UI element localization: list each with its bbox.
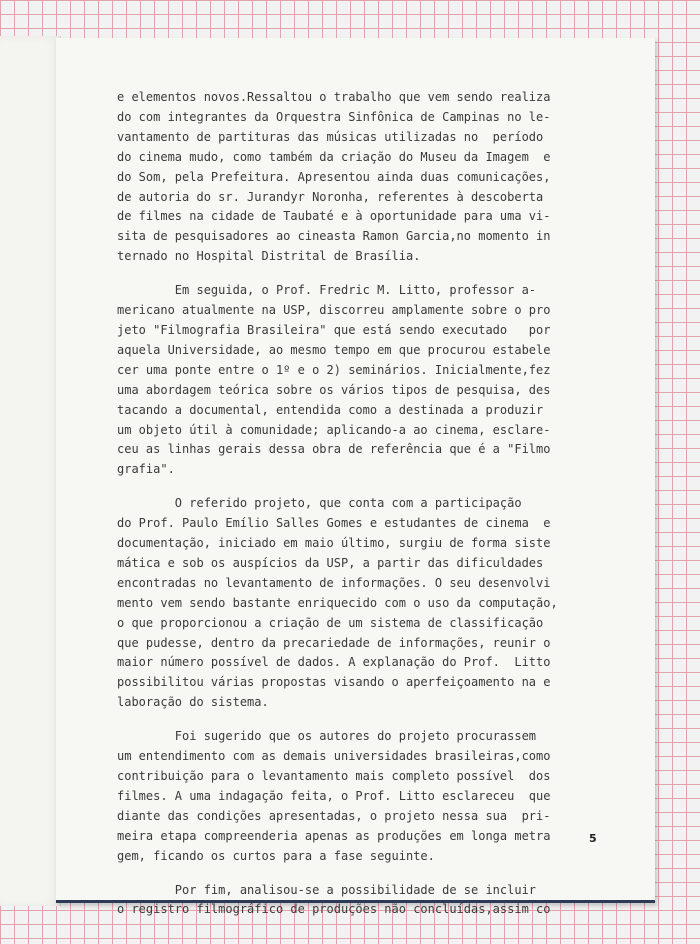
text-line: documentação, iniciado em maio último, surgiu de forma siste: [117, 536, 551, 551]
text-line: mática e sob os auspícios da USP, a partir das dificuldades: [117, 555, 544, 570]
text-line: e elementos novos.Ressaltou o trabalho que vem sendo realiza: [117, 90, 551, 104]
text-line: cer uma ponte entre o 1º e o 2) seminários. Inicialmente,fez: [117, 362, 551, 377]
text-line: ceu as linhas gerais dessa obra de referência que é a "Filmo: [117, 442, 551, 457]
text-line: maior número possível de dados. A explanação do Prof. Litto: [117, 655, 551, 670]
text-line: que pudesse, dentro da precariedade de informações, reunir o: [117, 635, 551, 650]
text-line: um entendimento com as demais universidades brasileiras,como: [117, 749, 551, 764]
text-line: mericano atualmente na USP, discorreu amplamente sobre o pro: [117, 303, 551, 318]
text-line: do Prof. Paulo Emílio Salles Gomes e estudantes de cinema e: [117, 516, 551, 531]
left-facing-page: [0, 36, 61, 906]
paragraph-3: [117, 494, 567, 713]
page-number: 5: [589, 832, 597, 845]
text-line: mento vem sendo bastante enriquecido com o uso da computação,: [117, 595, 558, 610]
text-line: contribuição para o levantamento mais completo possível dos: [117, 769, 551, 783]
text-line: grafia".: [117, 462, 175, 477]
text-line: de filmes na cidade de Taubaté e à oportunidade para uma vi-: [117, 209, 551, 224]
text-line: sita de pesquisadores ao cineasta Ramon Garcia,no momento in: [117, 229, 551, 244]
text-line: meira etapa compreenderia apenas as produções em longa metra: [117, 828, 551, 843]
paragraph-1: [117, 88, 567, 267]
text-line: O referido projeto, que conta com a participação: [117, 496, 522, 511]
text-line: gem, ficando os curtos para a fase seguinte.: [117, 848, 435, 863]
text-line: ternado no Hospital Distrital de Brasília.: [117, 249, 421, 264]
text-line: vantamento de partituras das músicas utilizadas no período: [117, 129, 544, 144]
body-text: [117, 88, 567, 934]
text-line: encontradas no levantamento de informações. O seu desenvolvi: [117, 575, 551, 590]
text-line: possibilitou várias propostas visando o aperfeiçoamento na e: [117, 675, 551, 690]
text-line: Por fim, analisou-se a possibilidade de se incluir: [117, 882, 537, 897]
paragraph-5: [117, 881, 567, 921]
text-line: Foi sugerido que os autores do projeto procurassem: [117, 729, 537, 744]
text-line: filmes. A uma indagação feita, o Prof. Litto esclareceu que: [117, 788, 551, 803]
paragraph-4: [117, 727, 567, 866]
text-line: do cinema mudo, como também da criação do Museu da Imagem e: [117, 149, 551, 164]
text-line: do Som, pela Prefeitura. Apresentou ainda duas comunicações,: [117, 169, 551, 184]
text-line: uma abordagem teórica sobre os vários tipos de pesquisa, des: [117, 382, 551, 397]
paragraph-2: [117, 281, 567, 480]
text-line: laboração do sistema.: [117, 695, 269, 710]
text-line: jeto "Filmografia Brasileira" que está sendo executado por: [117, 322, 551, 337]
text-line: aquela Universidade, ao mesmo tempo em que procurou estabele: [117, 342, 551, 357]
text-line: o que proporcionou a criação de um sistema de classificação: [117, 615, 544, 630]
text-line: Em seguida, o Prof. Fredric M. Litto, professor a-: [117, 283, 537, 298]
text-line: um objeto útil à comunidade; aplicando-a ao cinema, esclare-: [117, 422, 551, 437]
text-line: o registro filmográfico de produções não concluídas,assim co: [117, 902, 551, 917]
text-line: tacando a documental, entendida como a destinada a produzir: [117, 402, 544, 417]
text-line: de autoria do sr. Jurandyr Noronha, referentes à descoberta: [117, 189, 544, 204]
text-line: do com integrantes da Orquestra Sinfônica de Campinas no le-: [117, 109, 551, 124]
text-line: diante das condições apresentadas, o projeto nessa sua pri-: [117, 808, 551, 823]
